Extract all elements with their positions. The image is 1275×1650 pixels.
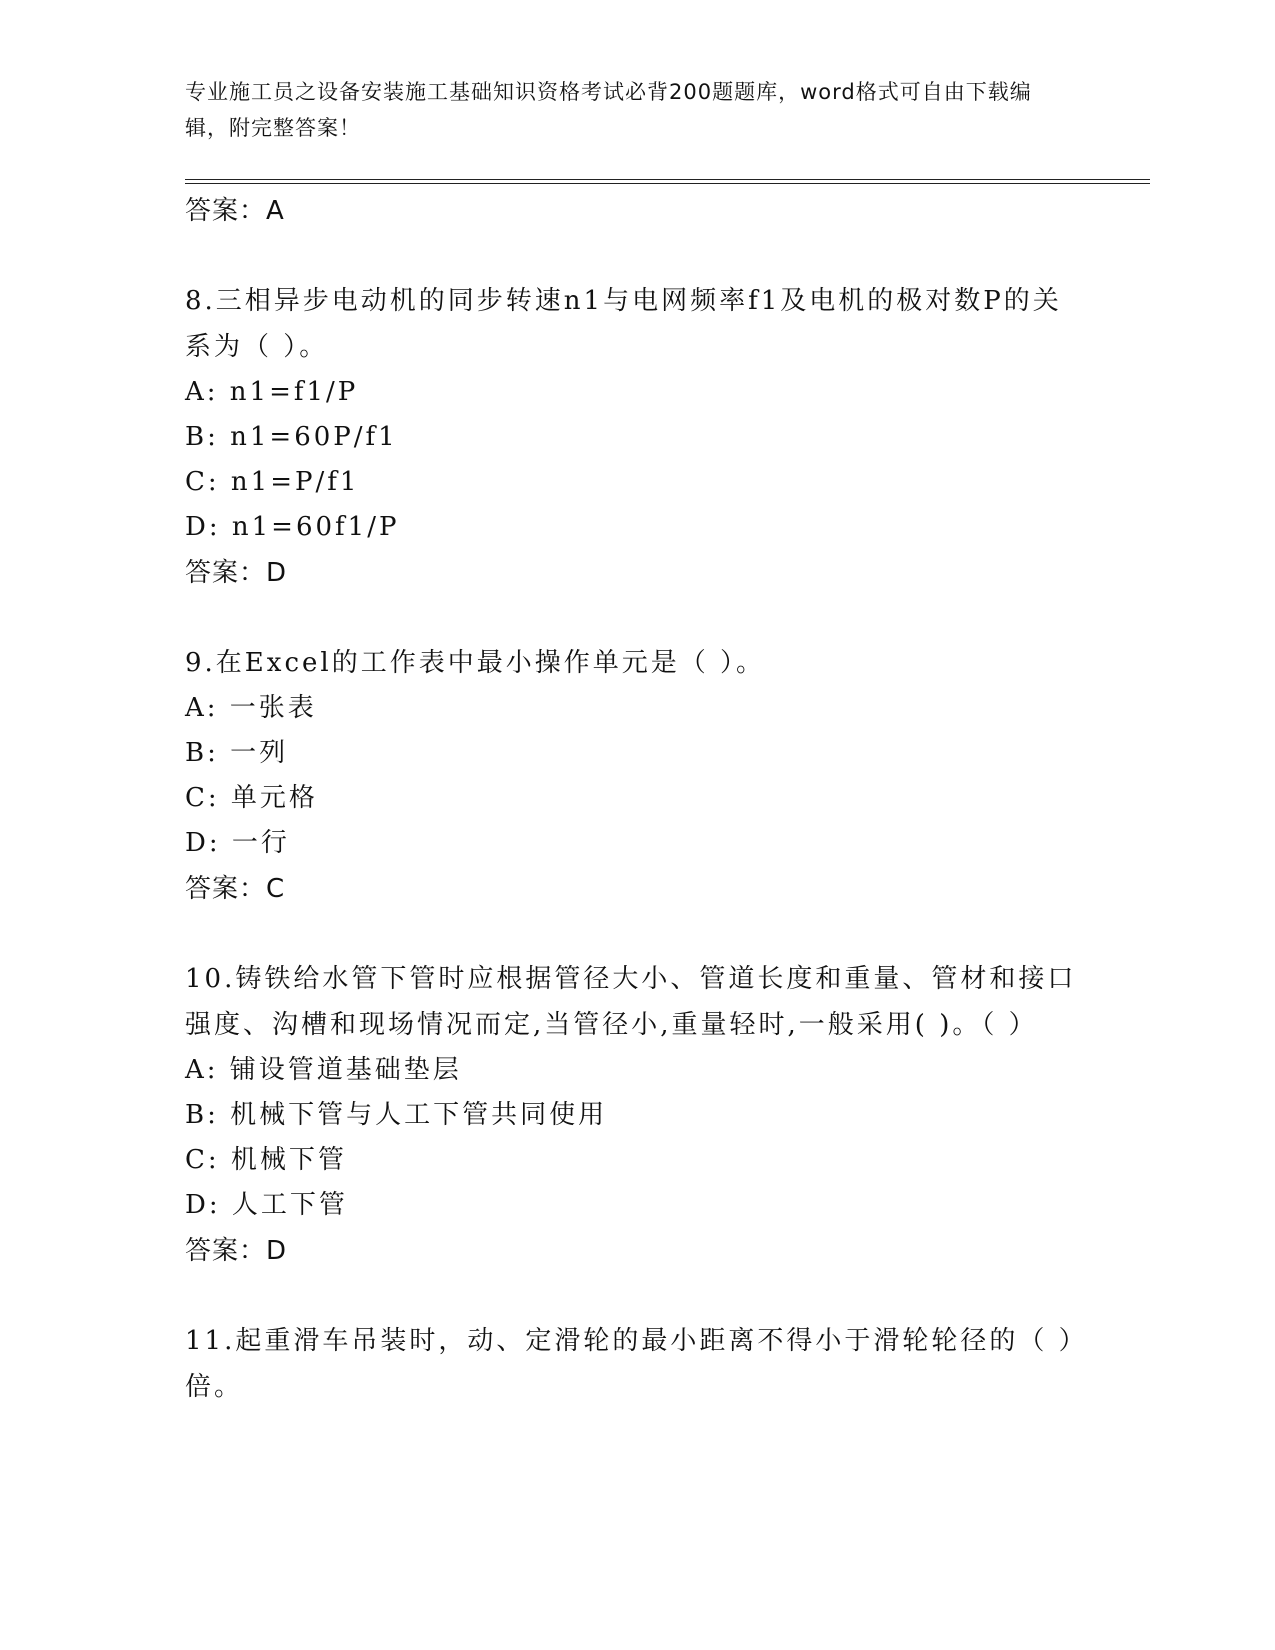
question-9-answer: 答案：C — [185, 874, 286, 904]
answer-line: 答案：A — [185, 196, 285, 226]
question-10-option-a: A: 铺设管道基础垫层 — [185, 1055, 462, 1085]
document-body — [185, 188, 1085, 1410]
question-10-answer: 答案：D — [185, 1236, 288, 1266]
question-9-stem: 9.在Excel的工作表中最小操作单元是（ ）。 — [185, 648, 765, 678]
question-8-option-c: C: n1=P/f1 — [185, 467, 360, 497]
question-9-option-b: B: 一列 — [185, 738, 289, 768]
question-9-option-d: D: 一行 — [185, 828, 290, 858]
header-divider-bottom — [185, 183, 1150, 184]
question-10-option-d: D: 人工下管 — [185, 1190, 348, 1220]
question-10-stem: 10.铸铁给水管下管时应根据管径大小、管道长度和重量、管材和接口强度、沟槽和现场情况而定,当管径小,重量轻时,一般采用( )。（ ） — [185, 964, 1077, 1040]
question-9-option-c: C: 单元格 — [185, 783, 318, 813]
header-divider-top — [185, 179, 1150, 180]
question-8-option-b: B: n1=60P/f1 — [185, 422, 398, 452]
question-11-stem: 11.起重滑车吊装时，动、定滑轮的最小距离不得小于滑轮轮径的（ ）倍。 — [185, 1326, 1075, 1402]
question-8-option-a: A: n1=f1/P — [185, 377, 359, 407]
question-8-stem: 8.三相异步电动机的同步转速n1与电网频率f1及电机的极对数P的关系为（ ）。 — [185, 286, 1062, 362]
document-header: 专业施工员之设备安装施工基础知识资格考试必背200题题库，word格式可自由下载编辑，附完整答案！ — [185, 80, 1032, 140]
question-10-option-b: B: 机械下管与人工下管共同使用 — [185, 1100, 608, 1130]
question-9-option-a: A: 一张表 — [185, 693, 317, 723]
question-10-option-c: C: 机械下管 — [185, 1145, 347, 1175]
question-8-answer: 答案：D — [185, 558, 288, 588]
question-8-option-d: D: n1=60f1/P — [185, 512, 400, 542]
